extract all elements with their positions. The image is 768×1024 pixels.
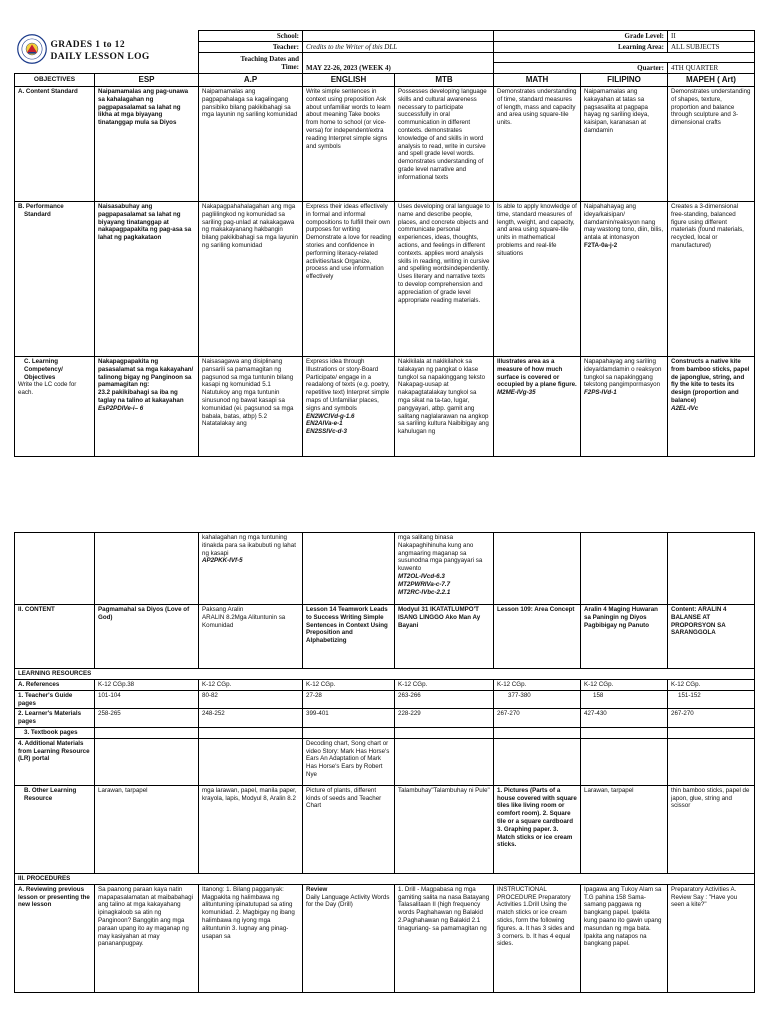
review-math: INSTRUCTIONAL PROCEDURE Preparatory Activities 1.Drill Using the match sticks or ice cream sticks, form the following figures. a. It has 3 sides and 3 corners. b. It has 4 equal sides. bbox=[494, 884, 581, 992]
mapeh-lc-code: A2EL-IVc bbox=[671, 404, 699, 412]
quarter-value: 4TH QUARTER bbox=[668, 63, 755, 74]
lm-filipino: 427-430 bbox=[581, 709, 668, 728]
ap-lc-code: AP2PKK-IVf-5 bbox=[202, 557, 243, 565]
competency-row bbox=[15, 357, 755, 457]
school-label: School: bbox=[199, 31, 303, 42]
lm-ap: 248-252 bbox=[199, 709, 303, 728]
review-ap: Itanong: 1. Bilang pagganyak: Magpakita ng halimbawa ng alituntuning ipinatutupad sa ating komunidad. 2. Magbigay ng ibang halimbawa ng iyong mga alituntunin 3. Iugnay ang pinag-usapan sa bbox=[199, 884, 303, 992]
mtb-lc-code-2: MT2PWRIVa-c-7.7 bbox=[398, 580, 451, 588]
dll-page-1 bbox=[14, 30, 754, 457]
title-grades: GRADES 1 to 12 bbox=[50, 39, 125, 50]
english-lc-code-1: EN2WCIVd-g-1.6 bbox=[306, 412, 355, 420]
procedures-row bbox=[15, 873, 755, 884]
performance-standard-row bbox=[15, 202, 755, 357]
content-row bbox=[15, 605, 755, 669]
review-row bbox=[15, 884, 755, 992]
continuation-math bbox=[494, 533, 581, 605]
english-header: ENGLISH bbox=[303, 74, 395, 87]
content-standard-esp: Naipamamalas ang pag-unawa sa kahalagahan ng pagpapasalamat sa lahat ng likha at mga biyayang tinatanggap mula sa Diyos bbox=[95, 87, 199, 202]
grade-level-label: Grade Level: bbox=[494, 31, 668, 42]
references-label: A. References bbox=[15, 680, 95, 691]
objectives-header: OBJECTIVES bbox=[15, 74, 95, 87]
school-value bbox=[303, 31, 494, 42]
review-esp: Sa paanong paraan kaya natin mapapasalamatan at maibabahagi ang talino at mga kakayahang ipinagkaloob sa atin ng Panginoon? Banggitin ang mga paraan upang ito ay maganap ng may kasiyahan at may panananpugpay. bbox=[95, 884, 199, 992]
esp-header: ESP bbox=[95, 74, 199, 87]
deped-seal-icon bbox=[17, 34, 47, 64]
continuation-english bbox=[303, 533, 395, 605]
title-dll: DAILY LESSON LOG bbox=[50, 51, 150, 62]
other-math: 1. Pictures (Parts of a house covered with square tiles like living room or comfort room). 2. Square tile or a square cardboard 3. Graphing paper. 3. Match sticks or ice cream sticks. bbox=[494, 785, 581, 873]
competency-math: Illustrates area as a measure of how much surface is covered or occupied by a plane figure. M2ME-IVg-35 bbox=[494, 357, 581, 457]
performance-standard-esp: Naisasabuhay ang pagpapasalamat sa lahat ng biyayang tinatanggap at nakapagpapakita ng pag-asa sa lahat ng pagkakataon bbox=[95, 202, 199, 357]
header-logo-area bbox=[15, 31, 199, 74]
review-mapeh: Preparatory Activities A. Review Say : "Have you seen a kite?" bbox=[668, 884, 755, 992]
content-standard-row bbox=[15, 87, 755, 202]
performance-standard-math: Is able to apply knowledge of time, standard measures of length, weight, and capacity, and area using square-tile units in mathematical problems and real-life situations bbox=[494, 202, 581, 357]
additional-materials-row bbox=[15, 738, 755, 785]
additional-english: Decoding chart, Song chart or video Story: Mark Has Horse's Ears An Adaptation of Mark Has Horse's Ears by Robert Nye bbox=[303, 738, 395, 785]
ref-math: K-12 CGp. bbox=[494, 680, 581, 691]
math-header: MATH bbox=[494, 74, 581, 87]
mtb-lc-code-1: MT2OL-IVcd-6.3 bbox=[398, 572, 445, 580]
dll-table-1 bbox=[14, 30, 755, 457]
tg-esp: 101-104 bbox=[95, 690, 199, 709]
learning-resources-label: LEARNING RESOURCES bbox=[15, 669, 755, 680]
competency-ap: Naisasagawa ang disiplinang pansarili sa pamamagitan ng pagsunod sa mga tuntunin bilang kasapi ng komunidad 5.1 Natutukoy ang mga tuntunin sinusunod ng bawat kasapi sa komunidad (ei. pagsunod sa mga babala, batas, atbp) 5.2 Natatalakay ang bbox=[199, 357, 303, 457]
performance-standard-ap: Nakapagpahahalagahan ang mga pagliilingkod ng komunidad sa sariling pag-unlad at nakakagawa ng makakayanang hakbangin bilang pakikibahagi sa mga layunin ng sariling komunidad bbox=[199, 202, 303, 357]
learning-area-value: ALL SUBJECTS bbox=[668, 42, 755, 53]
dll-table-2 bbox=[14, 532, 755, 993]
teacher-value: Credits to the Writer of this DLL bbox=[303, 42, 494, 53]
dll-page-2 bbox=[14, 532, 754, 993]
content-filipino: Aralin 4 Maging Huwaran sa Paningin ng Diyos Pagbibigay ng Panuto bbox=[581, 605, 668, 669]
review-mtb: 1. Drill - Magpabasa ng mga gamiting salita na nasa Batayang Talasalitaan II (high frequency words Paghahawan ng Balakid 2.Paghahawan ng Balakid 2.1 tinaguriang- sa pamamagitan ng bbox=[395, 884, 494, 992]
performance-standard-label: B. Performance Standard bbox=[15, 202, 95, 357]
header-blank bbox=[494, 53, 755, 63]
references-row bbox=[15, 680, 755, 691]
grade-level-value: II bbox=[668, 31, 755, 42]
other-resources-label: B. Other Learning Resource bbox=[15, 785, 95, 873]
additional-materials-label: 4. Additional Materials from Learning Resource (LR) portal bbox=[15, 738, 95, 785]
lm-mtb: 228-229 bbox=[395, 709, 494, 728]
tg-english: 27-28 bbox=[303, 690, 395, 709]
math-lc-code: M2ME-IVg-35 bbox=[497, 389, 536, 397]
continuation-ap: kahalagahan ng mga tuntuning itinakda para sa ikabubuti ng lahat ng kasapi AP2PKK-IVf-5 bbox=[199, 533, 303, 605]
filipino-ps-code: F2TA-0a-j-2 bbox=[584, 241, 618, 249]
tg-ap: 80-82 bbox=[199, 690, 303, 709]
filipino-header: FILIPINO bbox=[581, 74, 668, 87]
tg-math: 377-380 bbox=[494, 690, 581, 709]
mtb-lc-code-3: MT2RC-IVbc-2.2.1 bbox=[398, 588, 451, 596]
learners-materials-label: 2. Learner's Materials pages bbox=[15, 709, 95, 728]
dates-value: MAY 22-26, 2023 (WEEK 4) bbox=[303, 53, 494, 74]
content-standard-english: Write simple sentences in context using preposition Ask about unfamiliar words to learn about meaning Take books from home to school (or vice-versa) for independent/extra reading Interpret simple signs and symbols bbox=[303, 87, 395, 202]
continuation-label bbox=[15, 533, 95, 605]
mtb-header: MTB bbox=[395, 74, 494, 87]
content-ap: Paksang Aralin ARALIN 8.2Mga Alituntunin sa Komunidad bbox=[199, 605, 303, 669]
content-standard-filipino: Naipamamalas ang kakayahan at tatas sa pagsasalita at pagpapa hayag ng sariling ideya, kaisipan, karanasan at damdamin bbox=[581, 87, 668, 202]
continuation-mapeh bbox=[668, 533, 755, 605]
continuation-mtb: mga salitang binasa Nakapaghihinuha kung ano angmaaring maganap sa susunodna mga pangyayari sa kuwento MT2OL-IVcd-6.3 MT2PWRIVa-c-7.7 MT2RC-IVbc-2.2.1 bbox=[395, 533, 494, 605]
ref-filipino: K-12 CGp. bbox=[581, 680, 668, 691]
other-mapeh: thin bamboo sticks, papel de japon, glue, string and scissor bbox=[668, 785, 755, 873]
teachers-guide-row bbox=[15, 690, 755, 709]
content-standard-mapeh: Demonstrates understanding of shapes, texture, proportion and balance through sculpture and 3-dimensional crafts bbox=[668, 87, 755, 202]
ref-esp: K-12 CGp.38 bbox=[95, 680, 199, 691]
lm-math: 267-270 bbox=[494, 709, 581, 728]
tg-filipino: 158 bbox=[581, 690, 668, 709]
textbook-row bbox=[15, 727, 755, 738]
competency-label: C. Learning Competency/ Objectives Write the LC code for each. bbox=[15, 357, 95, 457]
content-standard-ap: Naipamamalas ang pagpapahalaga sa kagalingang pansibiko bilang pakikibahagi sa mga layunin ng sariling komunidad bbox=[199, 87, 303, 202]
lm-esp: 258-265 bbox=[95, 709, 199, 728]
teacher-label: Teacher: bbox=[199, 42, 303, 53]
tg-mtb: 263-266 bbox=[395, 690, 494, 709]
content-math: Lesson 109: Area Concept bbox=[494, 605, 581, 669]
competency-mapeh: Constructs a native kite from bamboo sticks, papel de japonglue, string, and fly the kite to tests its design (proportion and balance) A2EL-IVc bbox=[668, 357, 755, 457]
dates-label: Teaching Dates and Time: bbox=[199, 53, 303, 74]
english-lc-code-3: EN2SSIVc-d-3 bbox=[306, 428, 347, 436]
content-label: II. CONTENT bbox=[15, 605, 95, 669]
subject-header-row bbox=[15, 74, 755, 87]
textbook-label: 3. Textbook pages bbox=[15, 727, 95, 738]
lm-mapeh: 267-270 bbox=[668, 709, 755, 728]
continuation-row bbox=[15, 533, 755, 605]
ref-mtb: K-12 CGp. bbox=[395, 680, 494, 691]
content-mtb: Modyul 31 IKATATLUMPO'T ISANG LINGGO Ako Man Ay Bayani bbox=[395, 605, 494, 669]
continuation-esp bbox=[95, 533, 199, 605]
learners-materials-row bbox=[15, 709, 755, 728]
review-english: Review Daily Language Activity Words for the Day (Drill) bbox=[303, 884, 395, 992]
review-label: A. Reviewing previous lesson or presenting the new lesson bbox=[15, 884, 95, 992]
competency-english: Express idea through Illustrations or story-Board Participate/ engage in a readalong of texts (e.g. poetry, repetitive text) Interpret simple maps of Unfamiliar places, signs and symbols EN2WCIVd-g-1.6 EN2AIVa-e-1 EN2SSIVc-d-3 bbox=[303, 357, 395, 457]
english-lc-code-2: EN2AIVa-e-1 bbox=[306, 420, 343, 428]
continuation-filipino bbox=[581, 533, 668, 605]
content-esp: Pagmamahal sa Diyos (Love of God) bbox=[95, 605, 199, 669]
lm-english: 399-401 bbox=[303, 709, 395, 728]
quarter-label: Quarter: bbox=[494, 63, 668, 74]
learning-resources-row bbox=[15, 669, 755, 680]
other-filipino: Larawan, tarpapel bbox=[581, 785, 668, 873]
other-resources-row bbox=[15, 785, 755, 873]
tg-mapeh: 151-152 bbox=[668, 690, 755, 709]
competency-filipino: Napapahayag ang sariling ideya/damdamin o reaksyon tungkol sa napakinggang tekstong pangimpormasyon F2PS-IVd-1 bbox=[581, 357, 668, 457]
content-standard-math: Demonstrates understanding of time, standard measures of length, mass and capacity and area using square-tile units. bbox=[494, 87, 581, 202]
content-mapeh: Content: ARALIN 4 BALANSE AT PROPORSYON SA SARANGGOLA bbox=[668, 605, 755, 669]
ref-english: K-12 CGp. bbox=[303, 680, 395, 691]
other-esp: Larawan, tarpapel bbox=[95, 785, 199, 873]
review-filipino: Ipagawa ang Tukoy Alam sa T.G pahina 158 Sama-samang paggawa ng bangkang papel. Ipakita kung paano ito gawin upang masundan ng mga bata. Ipakita ang natapos na bangkang papel. bbox=[581, 884, 668, 992]
other-mtb: Talambuhay"Talambuhay ni Pule" bbox=[395, 785, 494, 873]
ap-header: A.P bbox=[199, 74, 303, 87]
competency-mtb: Nakikilala at nakikilahok sa talakayan ng pangkat o klase tungkol sa napakinggang teksto Nakapag-uusap at nakapagtatalakay tungkol sa mga sikat na ta-tao, lugar, pangyayari, atbp. gamit ang salitang naglalarawan na angkop sa sariling kultura Naibibigay ang kahulugan ng bbox=[395, 357, 494, 457]
other-ap: mga larawan, papel, manila paper, krayola, lapis, Modyul 8, Aralin 8.2 bbox=[199, 785, 303, 873]
performance-standard-mapeh: Creates a 3-dimensional free-standing, balanced figure using different materials (found materials, recycled, local or manufactured) bbox=[668, 202, 755, 357]
competency-esp: Nakapagpapakita ng pasasalamat sa mga kakayahan/ talinong bigay ng Panginoon sa pamamagitan ng: 23.2 pakikibahagi sa iba ng taglay na talino at kakayahan EsP2PDIVe-i– 6 bbox=[95, 357, 199, 457]
mapeh-header: MAPEH ( Art) bbox=[668, 74, 755, 87]
content-english: Lesson 14 Teamwork Leads to Success Writing Simple Sentences in Context Using Preposition and Alphabetizing bbox=[303, 605, 395, 669]
performance-standard-mtb: Uses developing oral language to name and describe people, places, and concrete objects and communicate personal experiences, ideas, thoughts, actions, and feelings in different contexts. applies word analysis skills in reading, writing in cursive and spelling wordsindependently. Uses literary and narrative texts to develop comprehension and appreciation of grade level appropriate reading materials. bbox=[395, 202, 494, 357]
content-standard-label: A. Content Standard bbox=[15, 87, 95, 202]
ref-ap: K-12 CGp. bbox=[199, 680, 303, 691]
esp-lc-code: EsP2PDIVe-i– 6 bbox=[98, 404, 144, 412]
ref-mapeh: K-12 CGp. bbox=[668, 680, 755, 691]
teachers-guide-label: 1. Teacher's Guide pages bbox=[15, 690, 95, 709]
filipino-lc-code: F2PS-IVd-1 bbox=[584, 389, 617, 397]
other-english: Picture of plants, different kinds of seeds and Teacher Chart bbox=[303, 785, 395, 873]
performance-standard-filipino: Naipahahayag ang ideya/kaisipan/ damdamin/reaksyon nang may wastong tono, diin, bilis, antala at intonasyon F2TA-0a-j-2 bbox=[581, 202, 668, 357]
procedures-label: III. PROCEDURES bbox=[15, 873, 755, 884]
content-standard-mtb: Possesses developing language skills and cultural awareness necessary to participate successfully in oral communication in different contexts. demonstrates knowledge of and skills in word analysis to read, write in cursive and spell grade level words. demonstrates understanding of grade level narrative and informational texts bbox=[395, 87, 494, 202]
learning-area-label: Learning Area: bbox=[494, 42, 668, 53]
performance-standard-english: Express their ideas effectively in formal and informal compositions to fulfill their own purposes for writing Demonstrate a love for reading stories and confidence in performing literacy-related activities/task Organize, process and use information effectively bbox=[303, 202, 395, 357]
